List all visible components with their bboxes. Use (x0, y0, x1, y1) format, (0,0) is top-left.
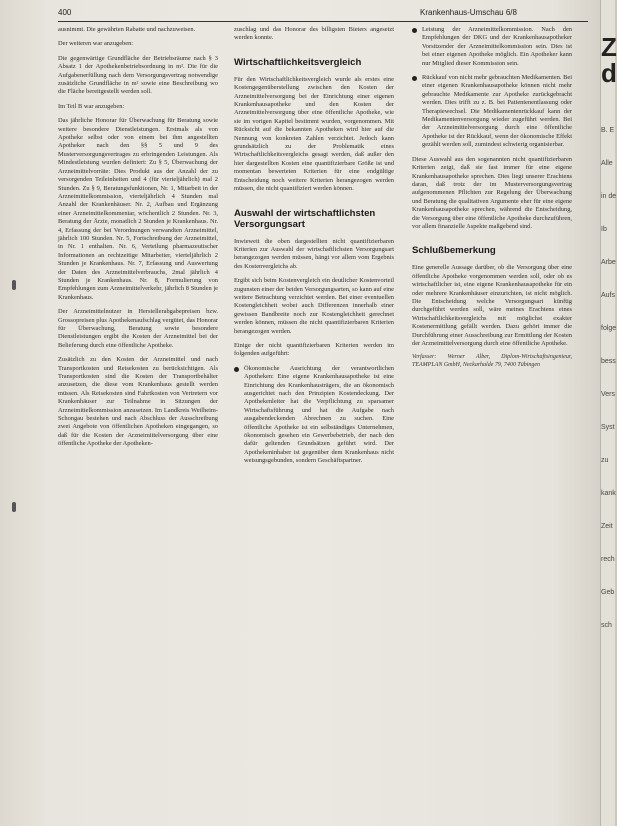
section-heading-auswahl: Auswahl der wirtschaftlichsten Versorgungsart (234, 207, 376, 230)
page-number: 400 (58, 8, 72, 17)
running-head: Krankenhaus-Umschau 6/8 (420, 8, 517, 17)
bullet-icon (412, 28, 417, 33)
paragraph: Das jährliche Honorar für Überwachung für Beratung sowie weitere besondere Dienstleistungen. Erstmals als von Apotheke selbst oder von einem bei ihm angestellten Apotheker nach den §§ 5 und 9 des Musterversorgungsvertrages zu erbringenden Leistungen. Als Mindestleistung wurden definiert: Zu § 5, Überwachung der Arzneimittelvorräte: Dies Produkt aus der Anzahl der zu versorgenden Teileinheiten und 4 (für vierteljährlich) mal 2 Stunden. Zu § 9, Beratungsfunktionen, Nr. 1, Mitarbeit in der Arzneimittelkommission, vierteljährlich 4 Stunden mal Anzahl der Krankenhäuser. Nr. 2, Aufbau und Ergänzung einer Arzneimittelkommentar, wöchentlich 2 Stunden. Nr. 3, Beratung der Ärzte, monatlich 2 Stunden je Krankenhaus. Nr. 4, Erfassung der bei Verordnungen verwandten Arzneimittel, jährlich 100 Stunden. Nr. 5, Fortschreibung der Arzneimittel, in Nr. 1 enthalten. Nr. 6, Verteilung pharmazeutischer Informationen an rechtzeitige Mitarbeiter, vierteljährlich 2 Stunden je Krankenhaus. Nr. 7, Erfassung und Auswertung der Daten des Arzneimittelverbrauchs, 2mal jährlich 4 Stunden je Krankenhaus. Nr. 8, Formulierung von Empfehlungen zum Arzneimittelverkehr, jährlich 8 Stunden je Krankenhaus. (58, 117, 218, 301)
punch-hole-mark (12, 502, 16, 512)
next-page-line: in de (601, 193, 617, 200)
next-page-line: Syst (601, 424, 615, 431)
paragraph: Im Teil B war anzugeben: (58, 102, 125, 110)
paragraph: Diese Auswahl aus den sogenannten nicht quantifizierbaren Kriterien zeigt, daß sie fast immer für eine eigene Krankenhausapotheke sprechen. Dies liegt unserer Erachtens daran, daß trotz der im Musterversorgungsvertrag aufgenommenen Pflichten zur Regelung der Überwachung und Beratung die qualitativen Argumente eher für eine eigene Krankenhausapotheke sprechen, während die Entscheidung, die Versorgung über eine öffentliche Apotheke durchzuführen, vor allem finanzielle Aspekte maßgebend sind. (412, 155, 572, 230)
paragraph: Ergibt sich beim Kostenvergleich ein deutlicher Kostenvorteil zugunsten einer der beiden Versorgungsarten, so kann auf eine weitere Betrachtung verzichtet werden. Bei einer eventuellen Kostengleichheit wobei auch Differenzen innerhalb einer gewissen Bandbreite noch zur Kostengleichheit gerechnet werden können, müssen die nicht quantifizierbaren Kriterien herangezogen werden. (234, 277, 394, 335)
next-page-line: folge (601, 325, 617, 332)
next-page-heading-fragment: Z (601, 32, 617, 62)
paragraph: Für den Wirtschaftlichkeitsvergleich wurde als erstes eine Kostengegenüberstellung zwischen den Kosten der Arzneimittelversorgung bei der Einrichtung einer eigenen Krankenhausapotheke und den Kosten der Arzneimittelversorgung über eine öffentliche Apotheke, wie sie im vorigen Kapitel bestimmt wurden, vorgenommen. Mit Rücksicht auf die bekannten Apotheken wird hier auf die Nennung von konkreten Zahlen verzichtet. Jedoch kann grundsätzlich zu der Problematik eines Wirtschaftlichkeitsvergleichs gesagt werden, daß außer den hier dargestellten Kosten eine quantifizierbare Größe ist und momentan bewerteten Kriterien für eine endgültige Entscheidung noch weitere Kriterien herangezogen werden müssen, die nicht quantifiziert werden können. (234, 75, 394, 193)
paragraph: Der weiteren war anzugeben: (58, 40, 134, 48)
section-heading-schlussbemerkung: Schlußbemerkung (412, 245, 496, 257)
bullet-text: Rückkauf von nicht mehr gebrauchten Medikamenten. Bei einer eigenen Krankenhausapotheke können nicht mehr gebrauchte Medikamente zur Apotheke zurückgebracht werden. Dies trifft zu z. B. bei Patientenentlassung oder Therapiewechsel. Die Medikamentenrückkauf kann der Medikamentenversorgung wieder zugeführt werden. Bei der Arzneimittelversorgung durch eine öffentliche Apotheke ist der Rückkauf, wenn der ökonomische Effekt gezählt werden soll, zumindest schwierig organisierbar. (422, 74, 572, 149)
bullet-icon (234, 367, 239, 372)
bullet-item (412, 74, 572, 150)
paragraph: Zusätzlich zu den Kosten der Arzneimittel und nach Transportkosten und Reisekosten zu berücksichtigen. Als Transportkosten sind die Kosten der Transportbehälter anzusetzen, die diese vom Krankenhaus gestellt werden müssen. Als Reisekosten sind Fahrtkosten von Vertretern vor Krankenhäuser zur Teilnahme in Sitzungen der Arzneimittelkommission anzusetzen. Im Landkreis Weilheim-Schongau bestehen und nach Abschluss der Ausschreibung zwei Angebote von öffentlichen Apotheken eingegangen, so daß für die Kosten der Arzneimittelversorgung über eine öffentliche Apotheke der Apotheken- (58, 356, 218, 448)
next-page-line: Arbe (601, 259, 616, 266)
bullet-text: Ökonomische Ausrichtung der verantwortlichen Apotheken: Eine eigene Krankenhausapotheke ist eine Einrichtung des Krankenhausträgers, die an ökonomisch ausgerichtet nach den Prinzipien Kostendeckung. Der Apothekenleiter hat die Verpflichtung zu sparsamer Wirtschaftsführung und hat die Aufgabe nach ausgabendeckenden Abrechnen zu suchen. Eine öffentliche Apotheke ist ein selbständiges Unternehmen, ökonomisch gesehen ein Gewerbebetrieb, der nach den dafür geltenden Grundsätzen geführt wird. Der Apothekeninhaber ist gegenüber dem Krankenhaus nicht weisungsgebunden, sondern Geschäftspartner. (244, 364, 394, 465)
paragraph: ausnimmt. Die gewährten Rabatte und nachzuweisen. (58, 26, 196, 33)
paragraph: Eine generelle Aussage darüber, ob die Versorgung über eine öffentliche Apotheke vorgenommen werden soll, oder ob es wirtschaftlicher ist, eine eigene Krankenhausapotheke für ein oder mehrere Krankenhäuser einzurichten, ist nicht möglich. Die Entscheidung welche Versorgungsart künftig durchgeführt werden soll, wäre meines Erachtens eines Wirtschaftlichkeitsvergleichs mit möglichst exakter Kostenermittlung gefällt werden. Dazu gehört immer die Durchführung einer Ausschreibung zur Ermittlung der Kosten der Arzneimittelversorgung durch eine öffentliche Apotheke. (412, 264, 572, 347)
bullet-item (412, 26, 572, 68)
column-1 (58, 26, 218, 455)
next-page-line: bess (601, 358, 616, 365)
paragraph: Die gegenwärtige Grundfläche der Betriebsräume nach § 3 Absatz 1 der Apothekenbetriebsordnung in m². Die für die Aufgabenerfüllung nach dem Versorgungsvertrag notwendige zusätzliche Grundfläche in m² sowie eine Beschreibung wo die Fläche bereitgestellt werden soll. (58, 54, 218, 96)
paragraph: Der Arzneimittelnutzer in Herstellerabgabepreisen bzw. Grossopreisen plus Apothekenaufschlag vergütet, das Honorar für Überwachung, Beratung sowie besondere Dienstleistungen ergibt die Kosten der Arzneimittel bei der Belieferung durch eine öffentliche Apotheke. (58, 308, 218, 349)
paragraph: Einige der nicht quantifizierbaren Kriterien werden im folgenden aufgeführt: (234, 341, 394, 358)
next-page-line: Vers (601, 391, 616, 398)
bullet-text: Leistung der Arzneimittelkommission. Nach den Empfehlungen der DKG und der Krankenhausapotheker Vorsitzender der Arzneimittelkommission sein. Dies ist bei einer eigenen Apotheke möglich. Ein Apotheker kann nur Mitglied dieser Kommission sein. (422, 26, 572, 67)
next-page-line: Zeit (601, 523, 613, 530)
punch-hole-mark (12, 280, 16, 290)
next-page-line: zu (601, 457, 609, 464)
bullet-item (234, 365, 394, 466)
author-footnote: Verfasser: Werner Alber, Diplom-Wirtschaftsingenieur, TEAMPLAN GmbH, Neckarhalde 79, 7400 Tübingen (412, 354, 572, 368)
next-page-edge (600, 0, 615, 826)
next-page-line: Ib (601, 226, 607, 233)
next-page-line: Alle (601, 160, 613, 167)
next-page-line: B. E (601, 127, 615, 134)
next-page-line: kank (601, 490, 616, 497)
column-3 (412, 26, 572, 376)
paragraph: zuschlag und das Honorar des billigsten Bieters angesetzt werden konnte. (234, 26, 394, 42)
paragraph: Inwieweit die oben dargestellten nicht quantifizierbaren Kriterien zur Auswahl der wirtschaftlichsten Versorgungsart herangezogen werden müssen, hängt vor allem vom Ergebnis des Kostenvergleichs ab. (234, 237, 394, 270)
next-page-line: sch (601, 622, 612, 629)
next-page-line: Geb (601, 589, 615, 596)
next-page-line: Aufs (601, 292, 616, 299)
column-2 (234, 26, 394, 472)
header-rule (58, 21, 588, 22)
next-page-lines (601, 126, 615, 630)
bullet-icon (412, 76, 417, 81)
next-page-heading-fragment: d (601, 58, 617, 88)
next-page-line: rech (601, 556, 615, 563)
section-heading-wirtschaftlichkeitsvergleich: Wirtschaftlichkeitsvergleich (234, 56, 362, 68)
